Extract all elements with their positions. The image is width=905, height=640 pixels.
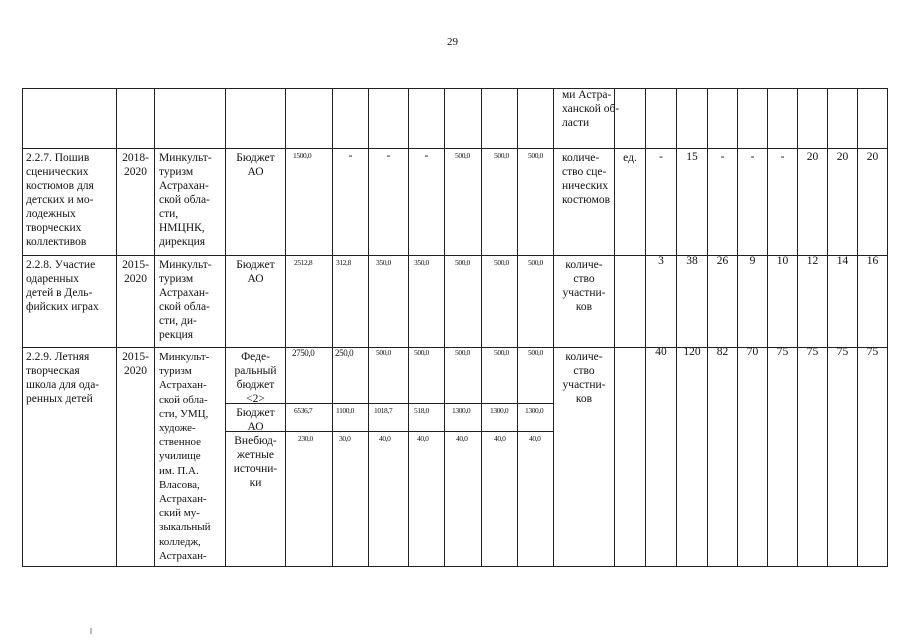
funding-value: 500,0 <box>494 258 509 267</box>
period-2-2-8: 2015- 2020 <box>122 259 149 285</box>
col-border <box>285 88 286 567</box>
funding-value: - <box>386 150 391 162</box>
funding-value: 518,0 <box>414 406 429 415</box>
indicator-value: 75 <box>776 346 789 358</box>
funding-value: 40,0 <box>456 434 468 443</box>
indicator-value: 20 <box>836 151 849 163</box>
funding-value: 1018,7 <box>374 406 393 415</box>
funding-source-2-2-7: Бюджет АО <box>236 152 275 178</box>
col-border <box>444 88 445 567</box>
indicator-value: 38 <box>686 255 698 267</box>
scan-artifact <box>90 628 92 634</box>
indicator-value: 26 <box>716 255 729 267</box>
indicator-value: 16 <box>866 255 879 267</box>
funding-value: 500,0 <box>455 151 470 160</box>
period-2-2-7: 2018- 2020 <box>122 152 149 178</box>
funding-value: 1300,0 <box>490 406 509 415</box>
page-number: 29 <box>447 36 458 48</box>
indicator-2-2-8: количе- ство участни- ков <box>562 259 606 313</box>
indicator-value: 3 <box>658 255 664 267</box>
funding-source-federal: Феде- ральный бюджет <2> <box>234 351 277 405</box>
col-border <box>22 88 23 567</box>
indicator-value: - <box>659 151 663 163</box>
funding-value: 500,0 <box>376 348 391 357</box>
funding-value: 40,0 <box>494 434 506 443</box>
unit-2-2-7: ед. <box>623 152 637 164</box>
indicator-2-2-7: количе- ство сце- нических костюмов <box>562 152 611 206</box>
table-border-bottom <box>22 566 888 567</box>
row-divider <box>22 148 888 149</box>
indicator-value: 75 <box>866 346 879 358</box>
indicator-value: 10 <box>776 255 789 267</box>
funding-value: 40,0 <box>379 434 391 443</box>
funding-value: 500,0 <box>528 348 543 357</box>
funding-value: 500,0 <box>414 348 429 357</box>
measure-name-2-2-8: 2.2.8. Участие одаренных детей в Дель- фийских играх <box>26 259 99 313</box>
funding-value: 500,0 <box>494 151 509 160</box>
executor-2-2-8: Минкульт- туризм Астрахан- ской обла- сти, ди- рекция <box>159 259 212 341</box>
indicator-value: 82 <box>716 346 729 358</box>
funding-value: 500,0 <box>455 348 470 357</box>
indicator-value: 9 <box>749 255 756 267</box>
funding-value: 1300,0 <box>452 406 471 415</box>
indicator-value: 14 <box>836 255 849 267</box>
measure-name-2-2-9: 2.2.9. Летняя творческая школа для ода- ренных детей <box>26 351 100 405</box>
measure-name-2-2-7: 2.2.7. Пошив сценических костюмов для детских и мо- лодежных творческих коллективов <box>26 152 94 248</box>
funding-value: 500,0 <box>455 258 470 267</box>
funding-value: 40,0 <box>417 434 429 443</box>
table-border-right <box>887 88 888 567</box>
executor-2-2-9: Минкульт- туризм Астрахан- ской обла- сти, УМЦ, художе- ственное училище им. П.А. Власова, Астрахан- ский му- зыкальный колледж, Астрахан- <box>159 351 211 562</box>
funding-source-2-2-8: Бюджет АО <box>236 259 275 285</box>
indicator-value: 75 <box>836 346 849 358</box>
table-border-top <box>22 88 888 89</box>
funding-value: 500,0 <box>528 258 543 267</box>
funding-value: 350,0 <box>414 258 429 267</box>
funding-source-regional: Бюджет АО <box>236 407 275 433</box>
col-border <box>553 88 554 567</box>
indicator-value: - <box>750 151 755 163</box>
funding-value: 1300,0 <box>525 406 544 415</box>
funding-value: 2750,0 <box>292 348 315 358</box>
funding-value: 1100,0 <box>336 406 354 415</box>
indicator-value: 20 <box>866 151 879 163</box>
indicator-value: - <box>780 151 785 163</box>
executor-2-2-7: Минкульт- туризм Астрахан- ской обла- сти, НМЦНК, дирекция <box>159 152 212 248</box>
col-border <box>481 88 482 567</box>
funding-value: - <box>424 150 429 162</box>
indicator-continuation: ми Астра- ханской об- ласти <box>562 89 620 129</box>
indicator-value: 12 <box>806 255 819 267</box>
funding-value: 2512,8 <box>294 258 313 267</box>
indicator-value: - <box>720 151 725 163</box>
indicator-value: 120 <box>683 346 701 358</box>
funding-source-extrabudget: Внебюд- жетные источни- ки <box>233 435 278 489</box>
period-2-2-9: 2015- 2020 <box>122 351 149 377</box>
funding-value: 40,0 <box>529 434 541 443</box>
funding-value: - <box>348 150 353 162</box>
funding-value: 500,0 <box>528 151 543 160</box>
funding-value: 6536,7 <box>294 406 313 415</box>
indicator-value: 40 <box>655 346 667 358</box>
funding-value: 312,8 <box>336 258 351 267</box>
indicator-2-2-9: количе- ство участни- ков <box>562 351 606 405</box>
funding-value: 230,0 <box>298 434 313 443</box>
indicator-value: 20 <box>806 151 819 163</box>
indicator-value: 70 <box>746 346 759 358</box>
funding-value: 250,0 <box>335 348 354 358</box>
funding-value: 500,0 <box>494 348 509 357</box>
col-border <box>517 88 518 567</box>
program-table <box>22 88 888 567</box>
col-border <box>154 88 155 567</box>
funding-value: 30,0 <box>339 434 351 443</box>
funding-value: 350,0 <box>376 258 391 267</box>
indicator-value: 15 <box>686 151 698 163</box>
funding-value: 1500,0 <box>293 151 312 160</box>
indicator-value: 75 <box>806 346 819 358</box>
